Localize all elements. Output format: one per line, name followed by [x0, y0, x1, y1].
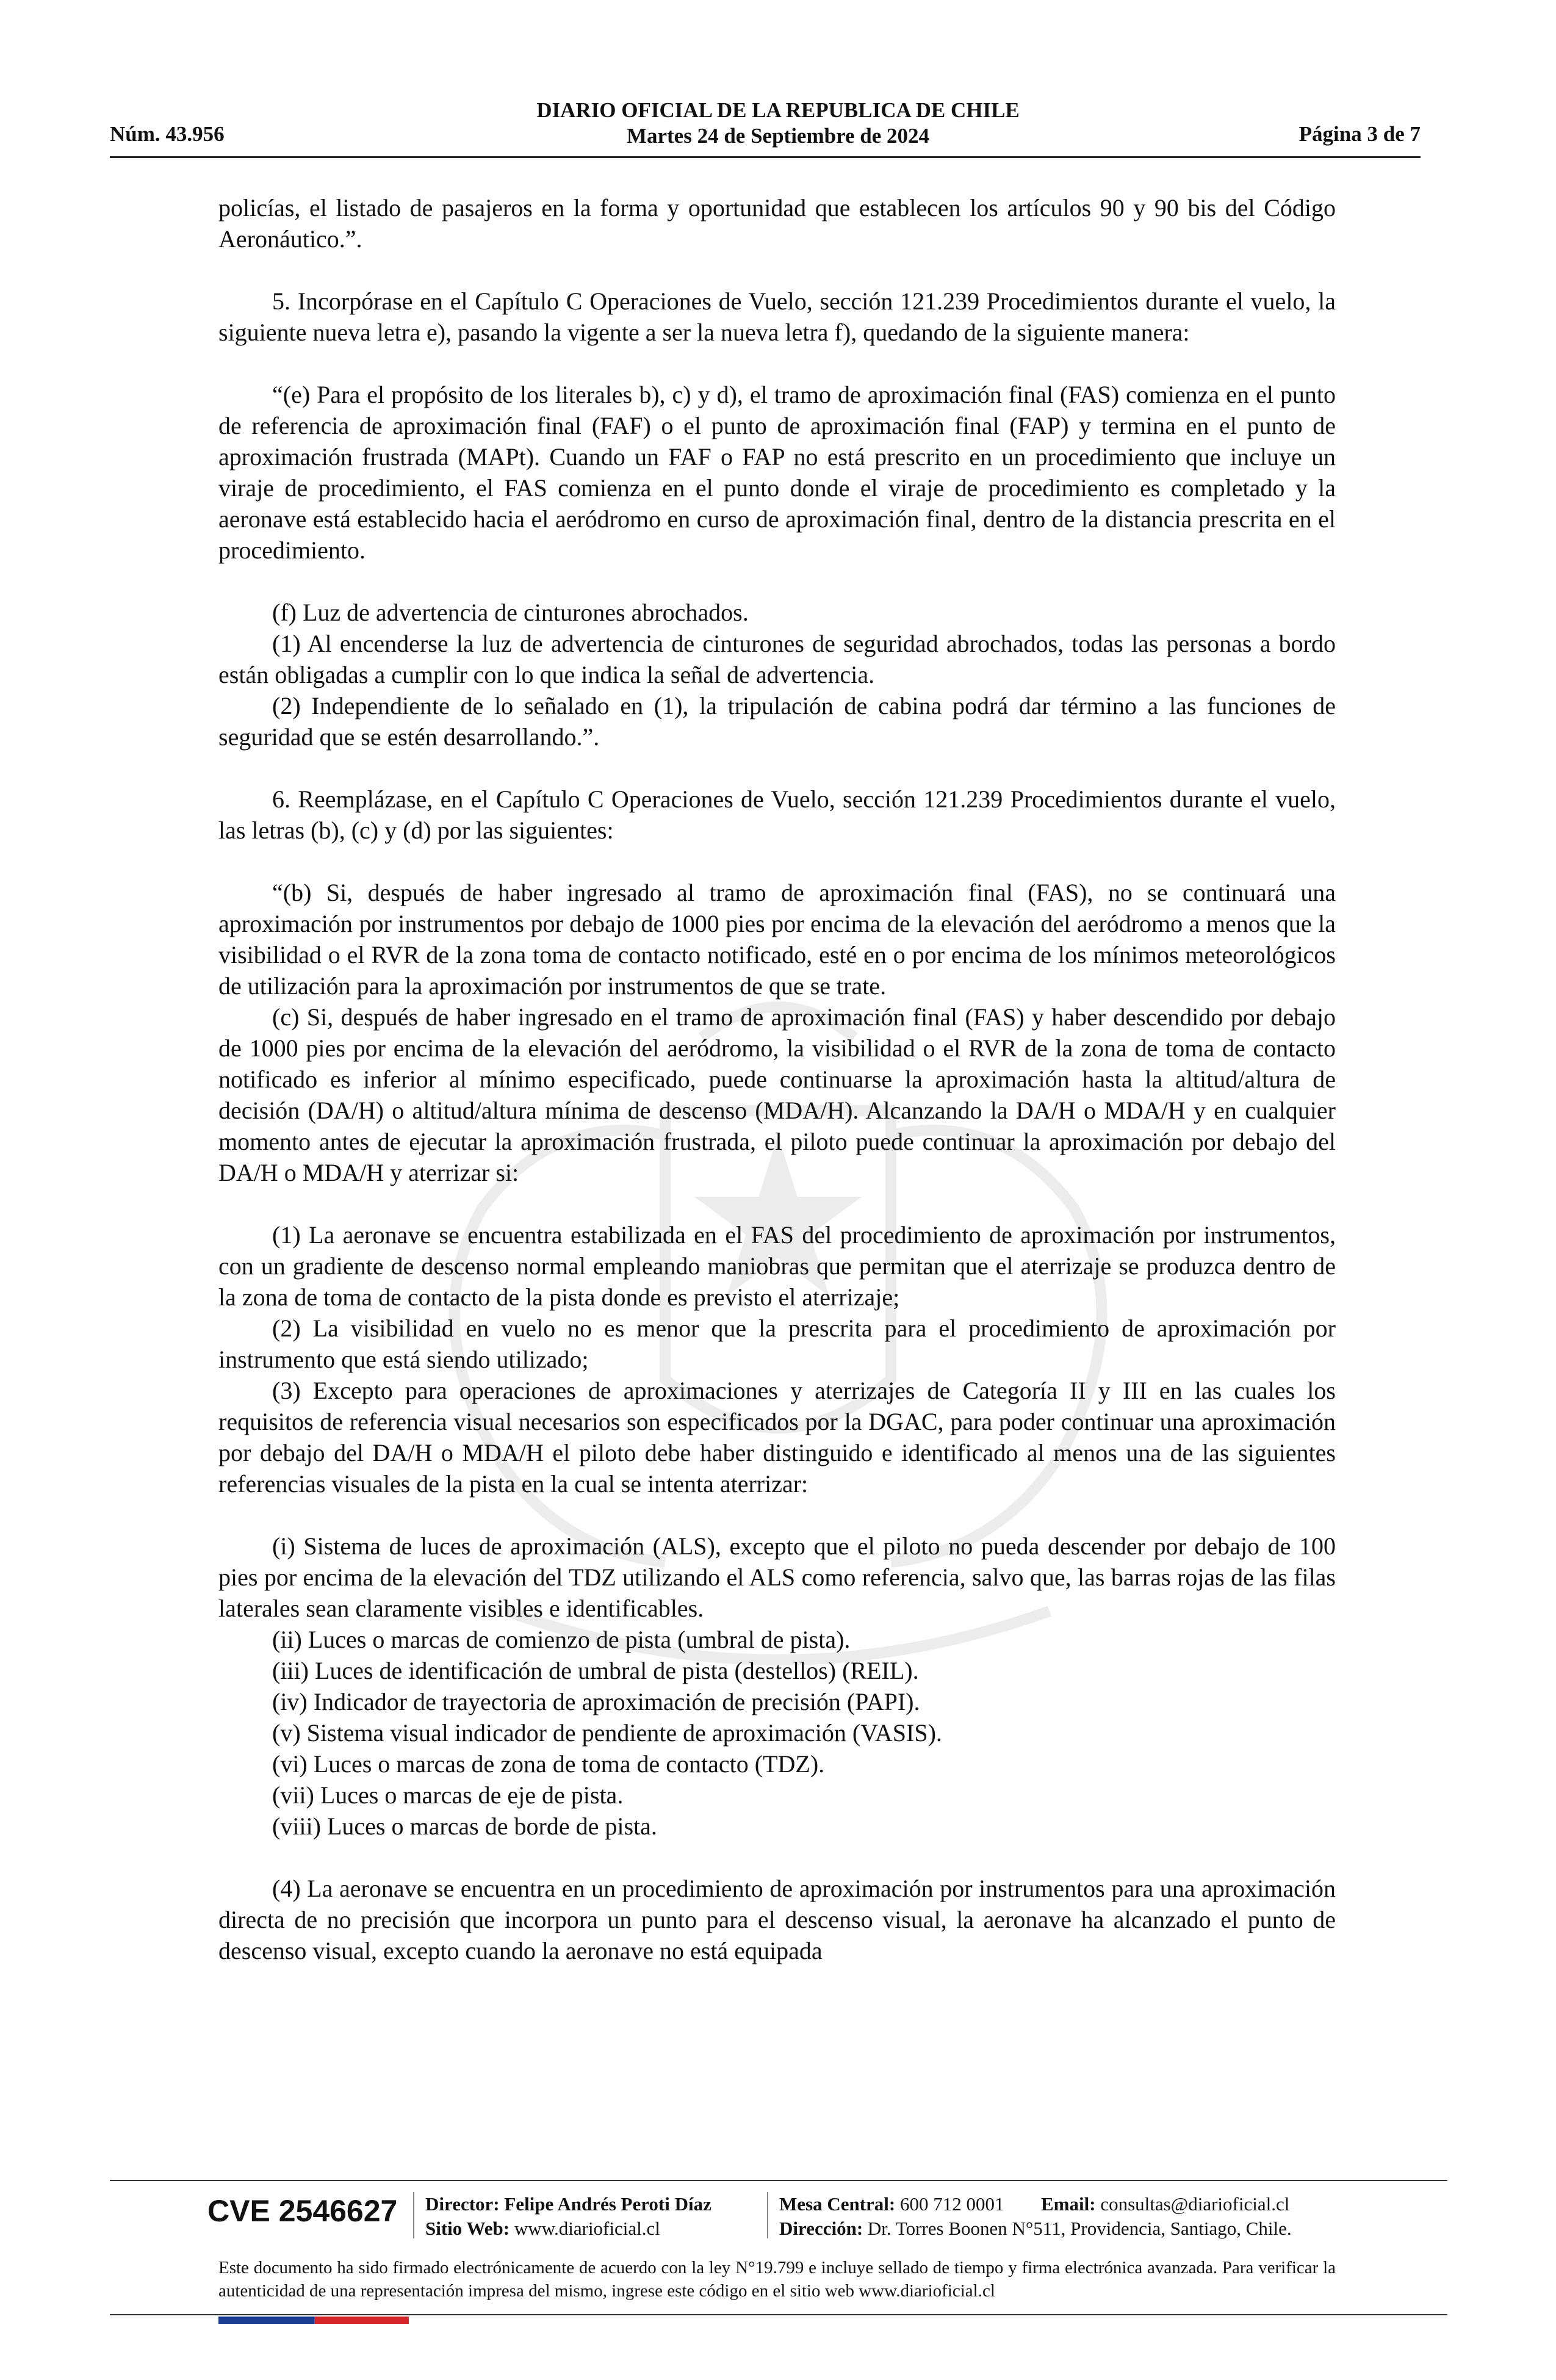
mesa-phone: 600 712 0001	[900, 2193, 1004, 2215]
paragraph: (1) La aeronave se encuentra estabilizada en el FAS del procedimiento de aproximación por instrumentos, con un gradiente de descenso normal empleando maniobras que permitan que el aterrizaje se produzca dentro de la zona de toma de contacto de la pista donde es previsto el aterrizaje;	[218, 1221, 1336, 1311]
list-item: (ii) Luces o marcas de comienzo de pista (umbral de pista).	[272, 1626, 851, 1653]
footer-director-block	[425, 2192, 711, 2241]
mesa-label: Mesa Central:	[779, 2193, 896, 2215]
header-divider	[110, 156, 1421, 158]
signature-notice: Este documento ha sido firmado electrónicamente de acuerdo con la ley N°19.799 e incluye sellado de tiempo y firma electrónica avanzada. Para verificar la autenticidad de una representación impresa del mismo, ingrese este código en el sitio web www.diarioficial.cl	[218, 2258, 1336, 2301]
list-item: (vi) Luces o marcas de zona de toma de contacto (TDZ).	[272, 1750, 825, 1778]
flag-stripe-blue	[218, 2317, 314, 2324]
list-item: (iv) Indicador de trayectoria de aproximación de precisión (PAPI).	[272, 1688, 920, 1715]
list-item: (vii) Luces o marcas de eje de pista.	[272, 1781, 624, 1809]
paragraph: (4) La aeronave se encuentra en un procedimiento de aproximación por instrumentos para una aproximación directa de no precisión que incorpora un punto para el descenso visual, la aeronave ha alcanzado el punto de descenso visual, excepto cuando la aeronave no está equipada	[218, 1875, 1336, 1964]
paragraph: (3) Excepto para operaciones de aproximaciones y aterrizajes de Categoría II y III en las cuales los requisitos de referencia visual necesarios son especificados por la DGAC, para poder continuar una aproximación por debajo del DA/H o MDA/H el piloto debe haber distinguido e identificado al menos una de las siguientes referencias visuales de la pista en la cual se intenta aterrizar:	[218, 1377, 1336, 1498]
paragraph-article-6: 6. Reemplázase, en el Capítulo C Operaciones de Vuelo, sección 121.239 Procedimientos durante el vuelo, las letras (b), (c) y (d) por las siguientes:	[218, 785, 1336, 844]
footer-separator	[413, 2192, 414, 2238]
director-label: Director:	[425, 2193, 500, 2215]
email-label: Email:	[1041, 2193, 1096, 2215]
list-item: (v) Sistema visual indicador de pendiente de aproximación (VASIS).	[272, 1719, 942, 1747]
footer-separator	[767, 2192, 768, 2238]
paragraph-letter-f: (f) Luz de advertencia de cinturones abrochados.	[272, 599, 749, 626]
page-indicator: Página 3 de 7	[1298, 122, 1421, 146]
flag-stripe-red	[314, 2317, 409, 2324]
masthead-title: DIARIO OFICIAL DE LA REPUBLICA DE CHILE	[536, 98, 1020, 122]
paragraph: (1) Al encenderse la luz de advertencia de cinturones de seguridad abrochados, todas las personas a bordo están obligadas a cumplir con lo que indica la señal de advertencia.	[218, 630, 1336, 688]
list-item: (viii) Luces o marcas de borde de pista.	[272, 1812, 657, 1840]
director-name: Felipe Andrés Peroti Díaz	[504, 2193, 711, 2215]
issue-number: Núm. 43.956	[110, 122, 225, 146]
paragraph: (i) Sistema de luces de aproximación (ALS), excepto que el piloto no pueda descender por debajo de 100 pies por encima de la elevación del TDZ utilizando el ALS como referencia, salvo que, las barras rojas de las filas laterales sean claramente visibles e identificables.	[218, 1532, 1336, 1622]
cve-code: CVE 2546627	[207, 2194, 398, 2228]
paragraph-article-5: 5. Incorpórase en el Capítulo C Operaciones de Vuelo, sección 121.239 Procedimientos durante el vuelo, la siguiente nueva letra e), pasando la vigente a ser la nueva letra f), quedando de la siguiente manera:	[218, 287, 1336, 346]
paragraph-letter-e: “(e) Para el propósito de los literales b), c) y d), el tramo de aproximación final (FAS) comienza en el punto de referencia de aproximación final (FAF) o el punto de aproximación final (FAP) y termina en el punto de aproximación frustrada (MAPt). Cuando un FAF o FAP no está prescrito en un procedimiento que incluye un viraje de procedimiento, el FAS comienza en el punto donde el viraje de procedimiento es completado y la aeronave está establecido hacia el aeródromo en curso de aproximación final, dentro de la distancia prescrita en el procedimiento.	[218, 381, 1336, 564]
web-link[interactable]: www.diarioficial.cl	[514, 2218, 660, 2239]
paragraph-letter-c: (c) Si, después de haber ingresado en el tramo de aproximación final (FAS) y haber descendido por debajo de 1000 pies por encima de la elevación del aeródromo, la visibilidad o el RVR de la zona de toma de contacto notificado es inferior al mínimo especificado, puede continuarse la aproximación hasta la altitud/altura de decisión (DA/H) o altitud/altura mínima de descenso (MDA/H). Alcanzando la DA/H o MDA/H y en cualquier momento antes de ejecutar la aproximación frustrada, el piloto puede continuar la aproximación por debajo del DA/H o MDA/H y aterrizar si:	[218, 1003, 1336, 1186]
paragraph: (2) La visibilidad en vuelo no es menor que la prescrita para el procedimiento de aproximación por instrumento que está siendo utilizado;	[218, 1314, 1336, 1373]
footer-divider	[110, 2180, 1447, 2181]
footer-email-block	[1041, 2192, 1289, 2216]
email-link[interactable]: consultas@diarioficial.cl	[1100, 2193, 1290, 2215]
address-label: Dirección:	[779, 2218, 863, 2239]
web-label: Sitio Web:	[425, 2218, 510, 2239]
issue-date: Martes 24 de Septiembre de 2024	[626, 124, 930, 148]
footer-bottom-divider	[110, 2314, 1447, 2315]
paragraph: policías, el listado de pasajeros en la forma y oportunidad que establecen los artículos 90 y 90 bis del Código Aeronáutico.”.	[218, 194, 1336, 253]
address-value: Dr. Torres Boonen N°511, Providencia, Santiago, Chile.	[867, 2218, 1292, 2239]
paragraph: (2) Independiente de lo señalado en (1), la tripulación de cabina podrá dar término a las funciones de seguridad que se estén desarrollando.”.	[218, 692, 1336, 751]
paragraph-letter-b: “(b) Si, después de haber ingresado al tramo de aproximación final (FAS), no se continuará una aproximación por instrumentos por debajo de 1000 pies por encima de la elevación del aeródromo a menos que la visibilidad o el RVR de la zona toma de contacto notificado, esté en o por encima de los mínimos meteorológicos de utilización para la aproximación por instrumentos de que se trate.	[218, 879, 1336, 1000]
document-body	[218, 192, 1336, 1966]
list-item: (iii) Luces de identificación de umbral de pista (destellos) (REIL).	[272, 1657, 919, 1684]
